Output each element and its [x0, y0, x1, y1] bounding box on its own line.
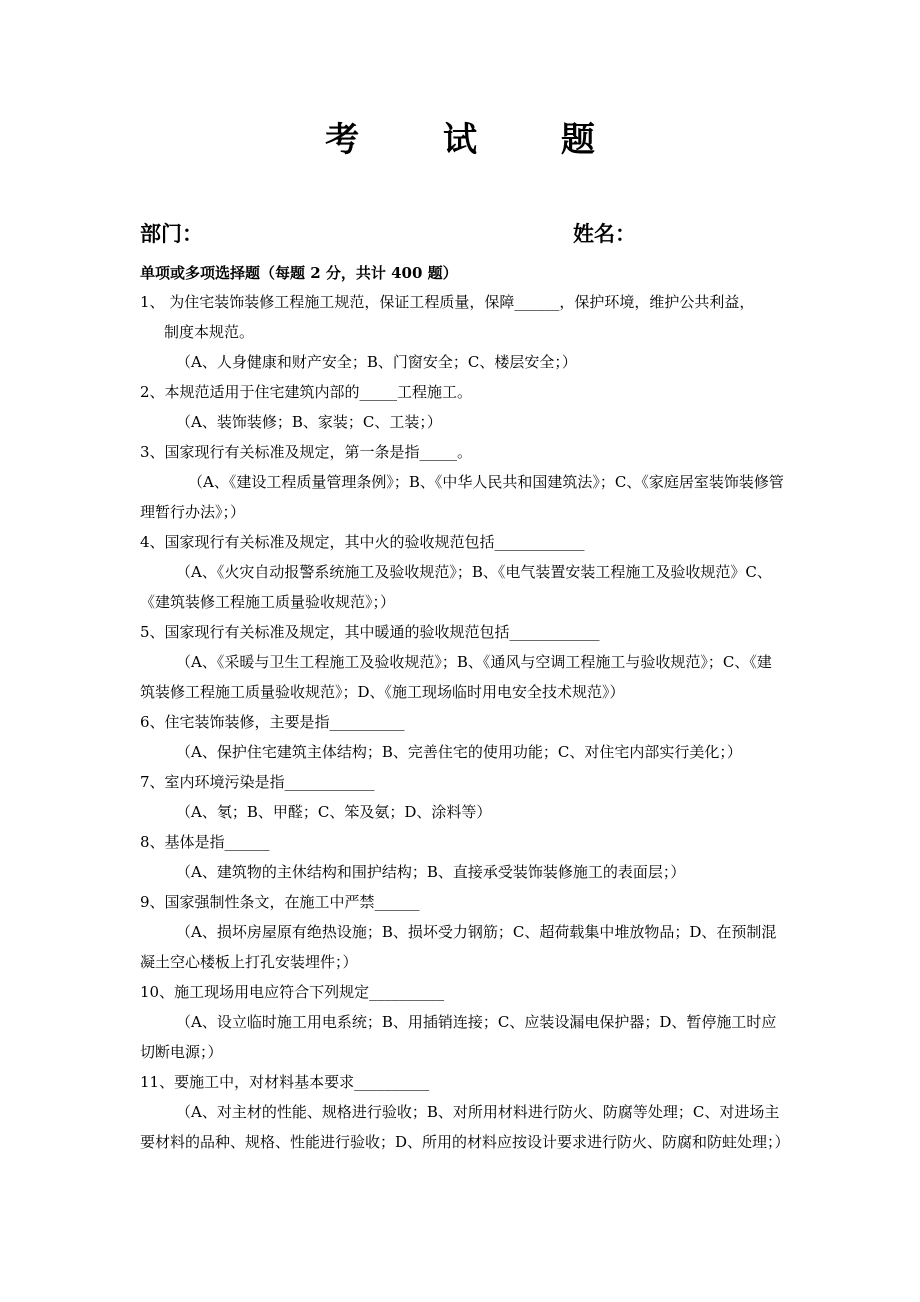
department-label: 部门：: [140, 221, 203, 246]
question-5-text: 5、国家现行有关标准及规定，其中暖通的验收规范包括____________: [140, 623, 600, 641]
question-1-text: 1、 为住宅装饰装修工程施工规范，保证工程质量，保障______，保护环境，维护公共利益，: [140, 293, 755, 311]
question-1-continuation: 制度本规范。: [164, 323, 255, 341]
question-4-options: （A、《火灾自动报警系统施工及验收规范》；B、《电气装置安装工程施工及验收规范》C、《建筑装修工程施工质量验收规范》；）: [140, 563, 772, 611]
question-11-options: （A、对主材的性能、规格进行验收；B、对所用材料进行防火、防腐等处理；C、对进场主要材料的品种、规格、性能进行验收；D、所用的材料应按设计要求进行防火、防腐和防蛀处理；）: [140, 1103, 790, 1151]
question-8-options: （A、建筑物的主休结构和围护结构；B、直接承受装饰装修施工的表面层；）: [176, 863, 686, 881]
question-7-text: 7、室内环境污染是指____________: [140, 773, 375, 791]
question-9-options: （A、损坏房屋原有绝热设施；B、损坏受力钢筋；C、超荷载集中堆放物品；D、在预制混凝土空心楼板上打孔安装埋件；）: [140, 923, 777, 971]
question-2-options: （A、装饰装修；B、家装；C、工装；）: [176, 413, 442, 431]
page-title: 考 试 题: [325, 120, 631, 160]
question-7-options: （A、氡；B、甲醛；C、笨及氨；D、涂料等）: [176, 803, 492, 821]
question-10-options: （A、设立临时施工用电系统；B、用插销连接；C、应装设漏电保护器；D、暂停施工时应切断电源；）: [140, 1013, 777, 1061]
question-2-text: 2、本规范适用于住宅建筑内部的_____工程施工。: [140, 383, 473, 401]
question-6-text: 6、住宅装饰装修，主要是指__________: [140, 713, 405, 731]
question-1-options: （A、人身健康和财产安全；B、门窗安全；C、楼层安全；）: [176, 353, 577, 371]
question-9-text: 9、国家强制性条文，在施工中严禁______: [140, 893, 420, 911]
question-3-text: 3、国家现行有关标准及规定，第一条是指_____。: [140, 443, 473, 461]
name-label: 姓名：: [573, 221, 636, 246]
question-4-text: 4、国家现行有关标准及规定，其中火的验收规范包括____________: [140, 533, 585, 551]
question-6-options: （A、保护住宅建筑主体结构；B、完善住宅的使用功能；C、对住宅内部实行美化；）: [176, 743, 742, 761]
section-heading: 单项或多项选择题（每题 2 分，共计 400 题）: [140, 264, 458, 282]
question-5-options: （A、《采暖与卫生工程施工及验收规范》；B、《通风与空调工程施工与验收规范》；C、《建筑装修工程施工质量验收规范》；D、《施工现场临时用电安全技术规范》）: [140, 653, 772, 701]
question-3-options: （A、《建设工程质量管理条例》；B、《中华人民共和国建筑法》；C、《家庭居室装饰装修管理暂行办法》；）: [140, 473, 784, 521]
question-11-text: 11、要施工中，对材料基本要求__________: [140, 1073, 430, 1091]
question-list: [140, 287, 790, 1157]
question-10-text: 10、施工现场用电应符合下列规定__________: [140, 983, 445, 1001]
question-8-text: 8、基体是指______: [140, 833, 270, 851]
